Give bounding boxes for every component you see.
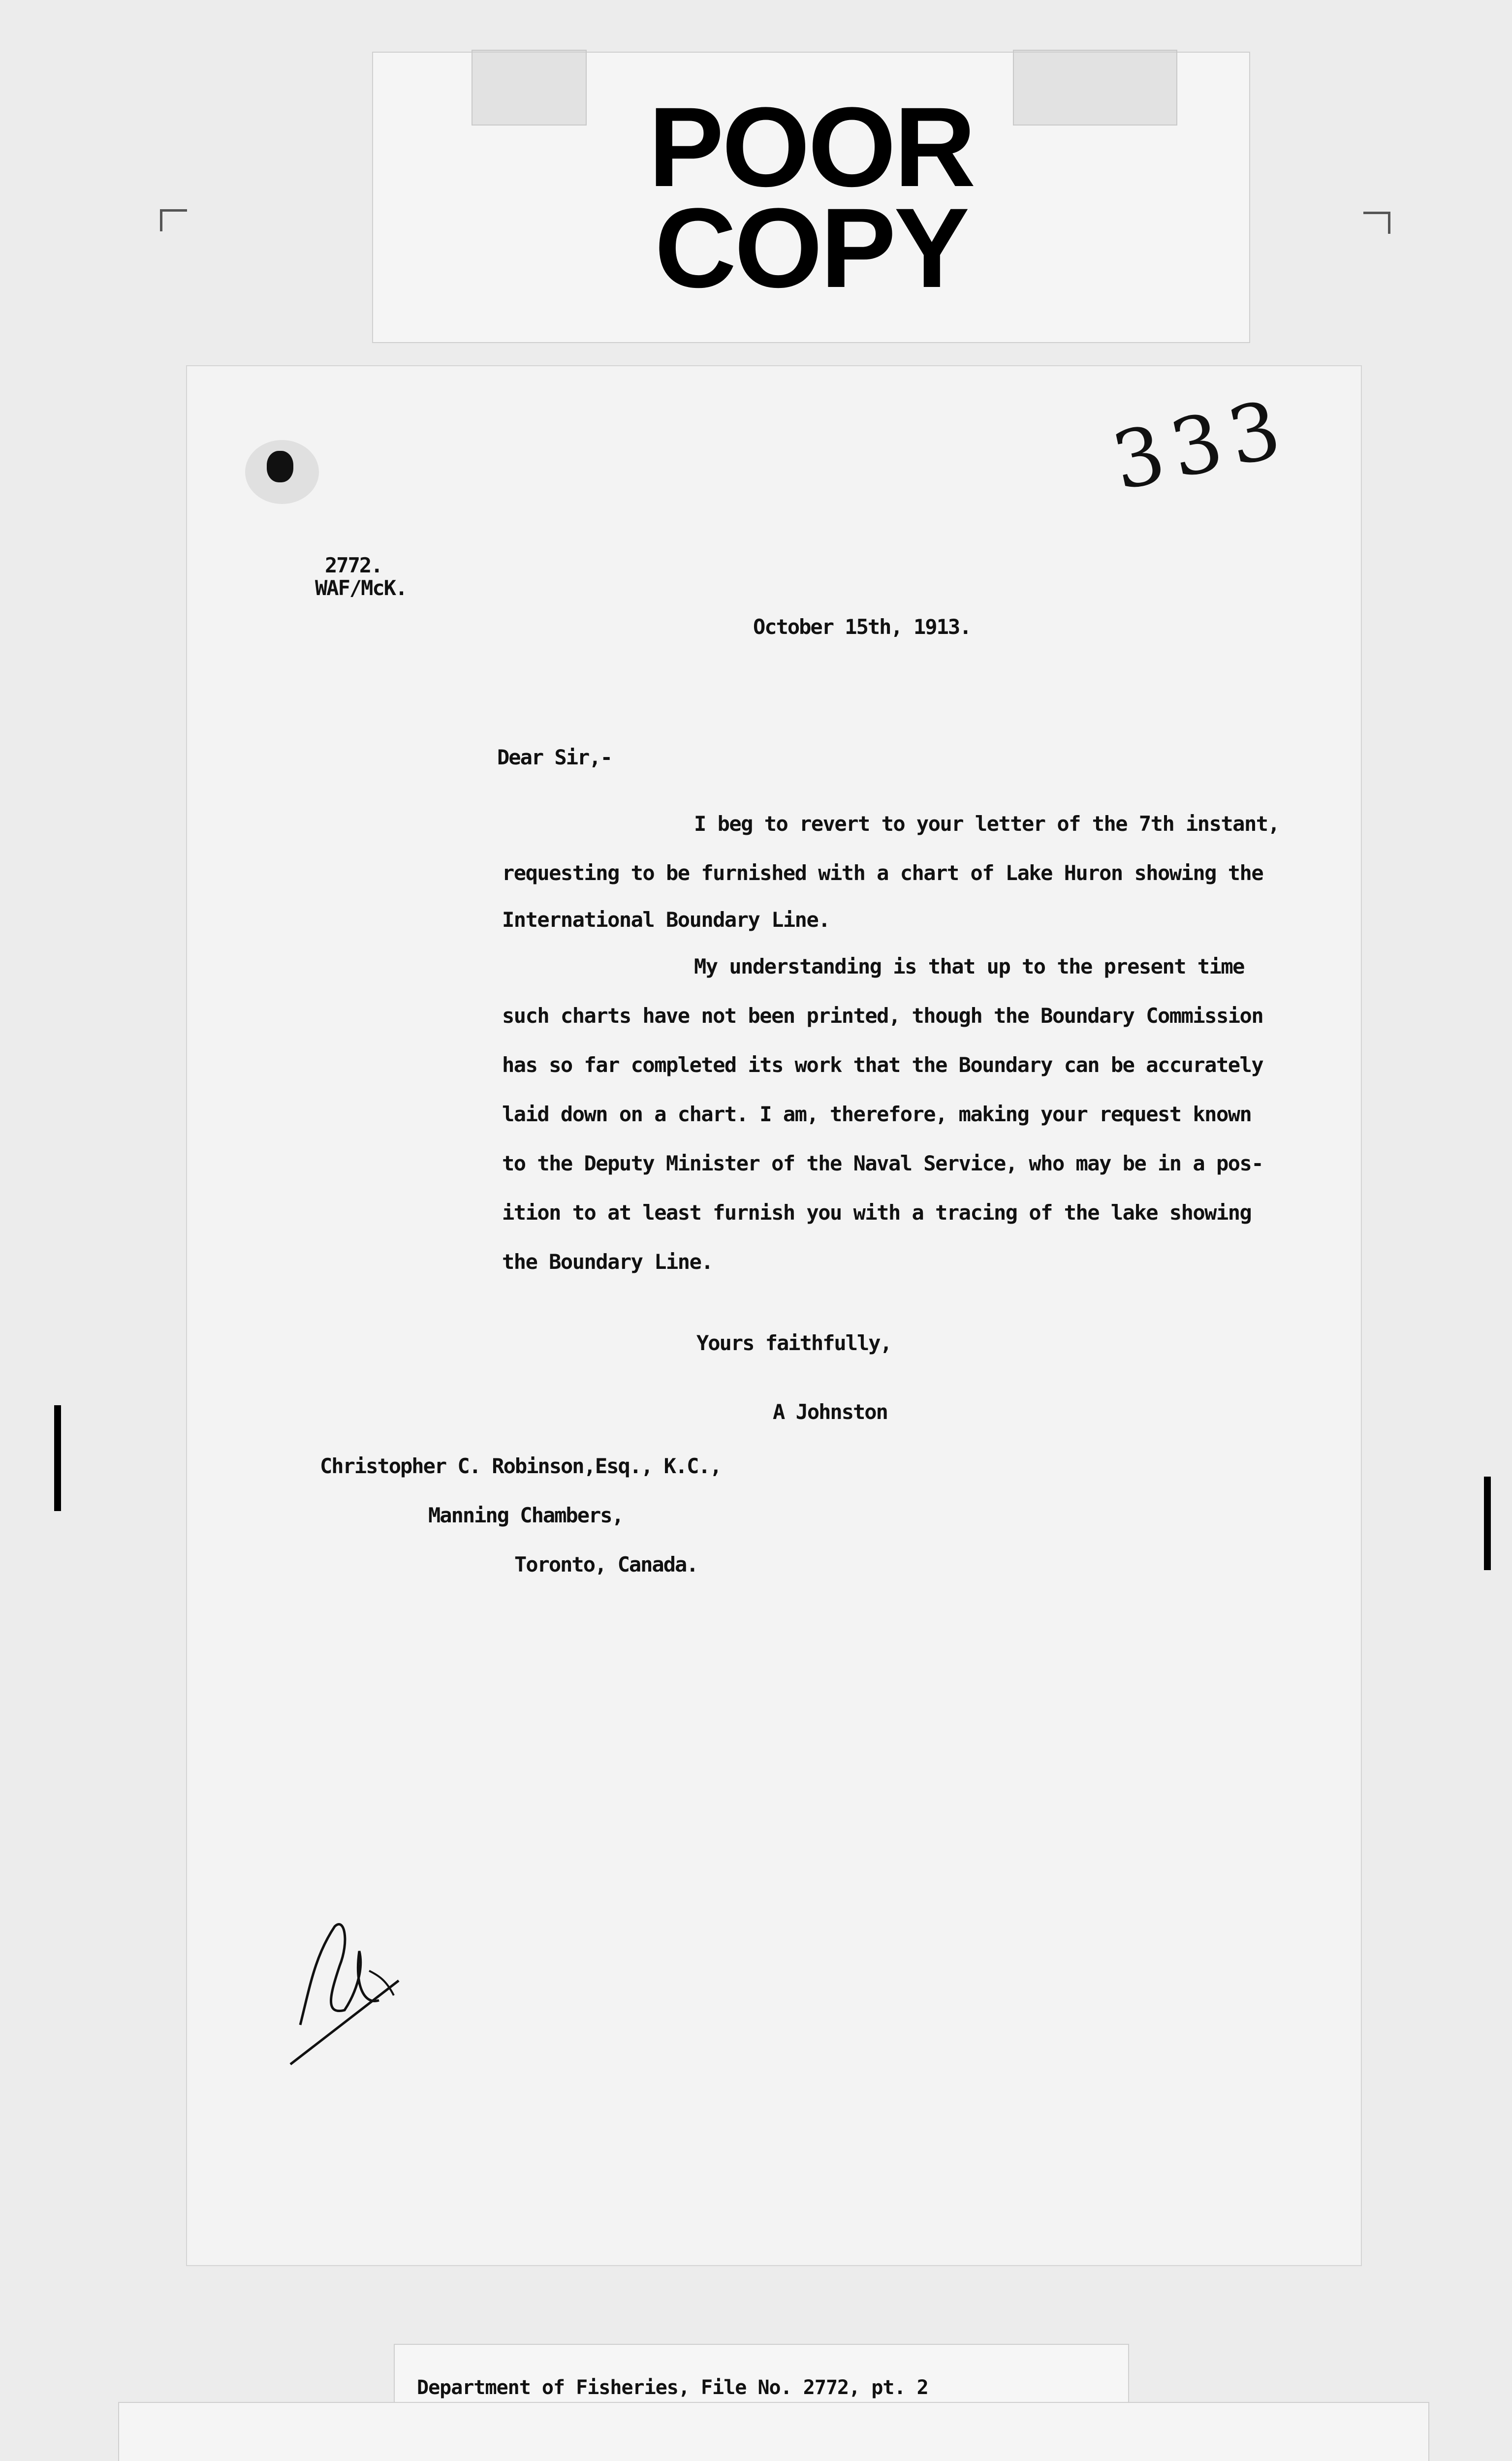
corner-mark-left: [160, 209, 187, 231]
punch-hole-mark: [267, 451, 293, 482]
archives-label: [118, 2402, 1429, 2461]
recipient-city: Toronto, Canada.: [514, 1552, 698, 1577]
handwritten-initials: [281, 1897, 409, 2074]
file-strip-text: Department of Fisheries, File No. 2772, pt. 2: [417, 2376, 928, 2399]
poor-label-line1: POOR: [648, 84, 974, 210]
signature-name: A Johnston: [773, 1400, 887, 1424]
left-edge-mark: [54, 1405, 61, 1511]
body-line: I beg to revert to your letter of the 7th instant,: [694, 812, 1280, 836]
body-line: My understanding is that up to the present time: [694, 954, 1244, 978]
body-line: requesting to be furnished with a chart of Lake Huron showing the: [502, 861, 1263, 885]
body-line: to the Deputy Minister of the Naval Service, who may be in a pos-: [502, 1151, 1263, 1175]
tape-left: [472, 50, 587, 126]
poor-copy-label: [372, 52, 1250, 343]
body-line: ition to at least furnish you with a tracing of the lake showing: [502, 1200, 1252, 1225]
body-line: such charts have not been printed, though the Boundary Commission: [502, 1004, 1263, 1028]
page-number: 333: [1104, 381, 1297, 508]
body-line: International Boundary Line.: [502, 908, 830, 932]
file-strip: [394, 2344, 1129, 2405]
poor-label-line2: COPY: [655, 185, 968, 311]
tape-right: [1013, 50, 1177, 126]
body-line: laid down on a chart. I am, therefore, making your request known: [502, 1102, 1252, 1126]
recipient-name: Christopher C. Robinson,Esq., K.C.,: [320, 1454, 722, 1478]
right-edge-mark: [1484, 1477, 1491, 1570]
recipient-building: Manning Chambers,: [428, 1503, 623, 1527]
body-line: the Boundary Line.: [502, 1250, 713, 1274]
letter-sheet: [186, 365, 1362, 2266]
body-line: has so far completed its work that the Boundary can be accurately: [502, 1053, 1263, 1077]
letter-date: October 15th, 1913.: [753, 615, 971, 639]
file-reference: 2772.: [325, 553, 382, 577]
corner-mark-right: [1363, 212, 1390, 234]
closing: Yours faithfully,: [696, 1331, 891, 1355]
typist-initials: WAF/McK.: [315, 576, 407, 600]
salutation: Dear Sir,-: [497, 745, 612, 769]
